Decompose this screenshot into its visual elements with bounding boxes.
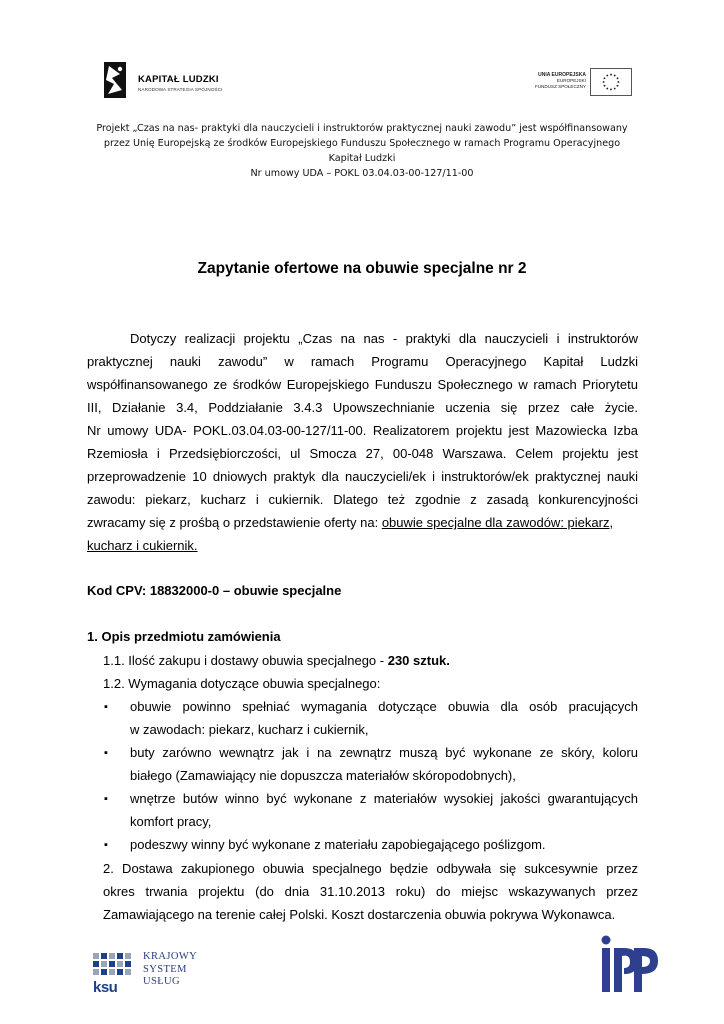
intro-line: praktycznej nauki zawodu” w ramach Programu Operacyjnego Kapitał Ludzki <box>87 354 638 369</box>
document-title: Zapytanie ofertowe na obuwie specjalne nr 2 <box>197 260 527 277</box>
intro-line: współfinansowanego ze środków Europejskiego Funduszu Społecznego w ramach Priorytetu <box>87 377 638 392</box>
item-2-line: okres trwania projektu (do dnia 31.10.2013 roku) do miejsc wskazywanych przez <box>103 884 638 899</box>
kapital-ludzki-title: KAPITAŁ LUDZKI <box>138 74 219 85</box>
bullet-icon: ▪ <box>104 701 108 713</box>
bullet-icon: ▪ <box>104 793 108 805</box>
project-info-line: Projekt „Czas na nas- praktyki dla nauczycieli i instruktorów praktycznej nauki zawodu” jest współfinansowany <box>96 123 628 134</box>
eu-logo <box>524 66 634 100</box>
bullet-line: obuwie powinno spełniać wymagania dotyczące obuwia dla osób pracujących <box>130 699 638 714</box>
irp-logo-icon <box>600 934 662 994</box>
kapital-ludzki-emblem-icon <box>100 60 130 100</box>
eu-flag-icon <box>590 68 632 96</box>
intro-line: Nr umowy UDA- POKL.03.04.03-00-127/11-00. Realizatorem projektu jest Mazowiecka Izba <box>87 423 638 438</box>
eu-logo-line1: UNIA EUROPEJSKA <box>538 72 586 78</box>
bullet-icon: ▪ <box>104 747 108 759</box>
bullet-line: wnętrze butów winno być wykonane z materiałów wysokiej jakości gwarantujących <box>130 791 638 806</box>
eu-logo-line2: EUROPEJSKI <box>556 78 586 83</box>
project-info-contract: Nr umowy UDA – POKL 03.04.03-00-127/11-00 <box>250 168 474 179</box>
bullet-line: komfort pracy, <box>130 814 212 829</box>
bullet-icon: ▪ <box>104 839 108 851</box>
ksu-grid-icon <box>93 953 137 977</box>
offer-subject-text: obuwie specjalne dla zawodów: piekarz, <box>381 515 614 530</box>
item-2-line: 2. Dostawa zakupionego obuwia specjalnego będzie odbywała się sukcesywnie przez <box>103 861 638 876</box>
item-1-1-text: 1.1. Ilość zakupu i dostawy obuwia specjalnego - <box>103 653 388 668</box>
kapital-ludzki-logo <box>88 46 243 108</box>
intro-line: zawodu: piekarz, kucharz i cukiernik. Dlatego też zgodnie z zasadą konkurencyjności <box>87 492 638 507</box>
intro-line: III, Działanie 3.4, Poddziałanie 3.4.3 Upowszechnianie uczenia się przez całe życie. <box>87 400 638 415</box>
ksu-word: KRAJOWY <box>143 951 198 962</box>
intro-line: Dotyczy realizacji projektu „Czas na nas - praktyki dla nauczycieli i instruktorów <box>130 331 638 346</box>
project-info-line: Kapitał Ludzki <box>328 153 396 164</box>
intro-line <box>87 515 613 531</box>
kapital-ludzki-subtitle: NARODOWA STRATEGIA SPÓJNOŚCI <box>138 87 223 92</box>
bullet-line: białego (Zamawiający nie dopuszcza materiałów skóropodobnych), <box>130 768 516 783</box>
item-1-1 <box>103 653 450 669</box>
ksu-name: ksu <box>93 979 118 996</box>
intro-text: zwracamy się z prośbą o przedstawienie oferty na: <box>87 515 382 530</box>
cpv-code: Kod CPV: 18832000-0 – obuwie specjalne <box>87 583 342 598</box>
item-1-1-quantity: 230 sztuk. <box>387 653 450 668</box>
project-info-line: przez Unię Europejską ze środków Europejskiego Funduszu Społecznego w ramach Programu Operacyjnego <box>103 138 621 149</box>
bullet-line: podeszwy winny być wykonane z materiału zapobiegającego poślizgom. <box>130 837 546 852</box>
project-info <box>80 121 644 181</box>
item-2-line: Zamawiającego na terenie całej Polski. Koszt dostarczenia obuwia pokrywa Wykonawca. <box>103 907 616 922</box>
eu-logo-text <box>535 72 586 90</box>
ksu-logo <box>93 950 213 998</box>
offer-subject-text: kucharz i cukiernik. <box>87 538 198 553</box>
ksu-words <box>143 951 197 989</box>
section-heading: 1. Opis przedmiotu zamówienia <box>87 629 281 644</box>
intro-line: przeprowadzenie 10 dniowych praktyk dla nauczycieli/ek i instruktorów/ek praktycznej nauki <box>87 469 638 484</box>
bullet-line: w zawodach: piekarz, kucharz i cukiernik, <box>130 722 369 737</box>
intro-line: Rzemiosła i Przedsiębiorczości, ul Smocza 27, 00-048 Warszawa. Celem projektu jest <box>87 446 638 461</box>
ksu-word: USŁUG <box>143 976 181 987</box>
eu-logo-line3: FUNDUSZ SPOŁECZNY <box>534 84 586 89</box>
ksu-word: SYSTEM <box>143 963 187 975</box>
item-1-2: 1.2. Wymagania dotyczące obuwia specjalnego: <box>103 676 381 691</box>
bullet-line: buty zarówno wewnątrz jak i na zewnątrz muszą być wykonane ze skóry, koloru <box>130 745 638 760</box>
